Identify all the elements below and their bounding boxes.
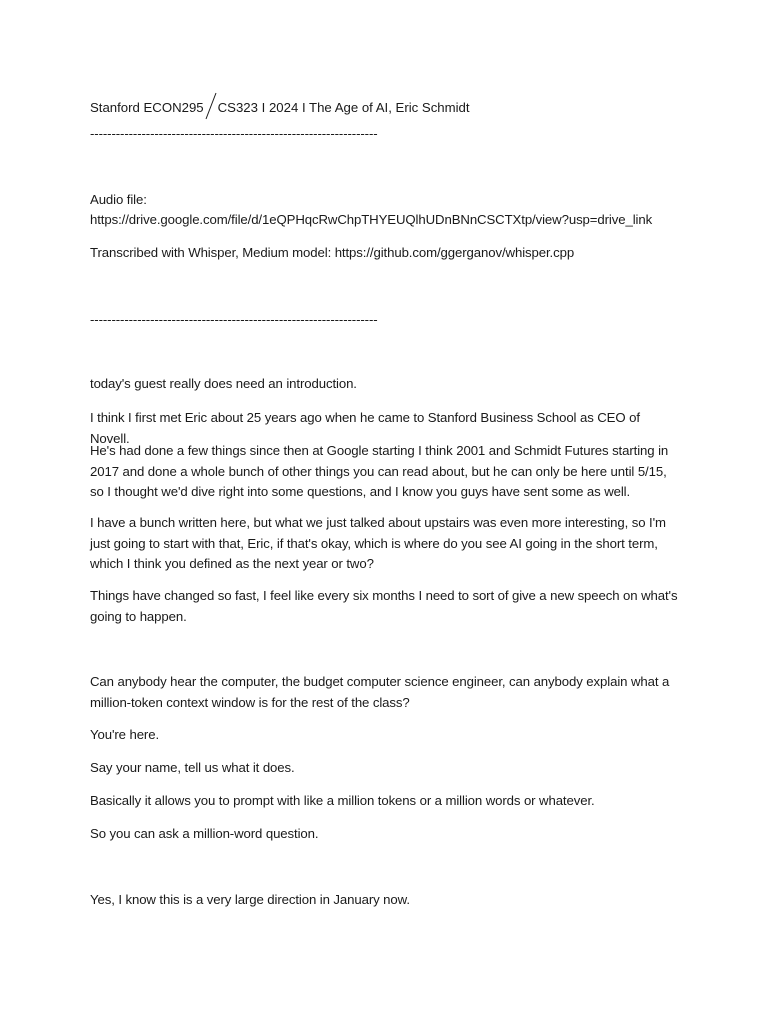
transcript-paragraph: He's had done a few things since then at Google starting I think 2001 and Schmidt Futures starting in 2017 and done a whole bunch of other things you can read about, but he can only be here until 5/15, so I thought we'd dive right into some questions, and I know you guys have sent some as well. xyxy=(90,443,669,499)
transcript-paragraph: So you can ask a million-word question. xyxy=(90,826,319,841)
meta-divider: ------------------------------------------------------------------- xyxy=(90,312,378,327)
transcript-paragraph: I think I first met Eric about 25 years ago when he came to Stanford Business School as CEO of Novell. xyxy=(90,410,640,446)
transcription-note: Transcribed with Whisper, Medium model: https://github.com/ggerganov/whisper.cpp xyxy=(90,245,575,260)
slash-glyph xyxy=(205,92,217,120)
transcript-paragraph: Things have changed so fast, I feel like every six months I need to sort of give a new speech on what's going to happen. xyxy=(90,588,678,624)
title-part-1: Stanford ECON295 xyxy=(90,100,204,115)
audio-label: Audio file: xyxy=(90,192,147,207)
title-part-2: CS323 I 2024 I The Age of AI, Eric Schmidt xyxy=(217,100,470,115)
header-divider: ------------------------------------------------------------------- xyxy=(90,126,378,141)
audio-url-link[interactable]: https://drive.google.com/file/d/1eQPHqcRwChpTHYEUQlhUDnBNnCSCTXtp/view?usp=drive_link xyxy=(90,212,653,227)
transcript-paragraph: today's guest really does need an introduction. xyxy=(90,376,357,391)
transcript-paragraph: Yes, I know this is a very large direction in January now. xyxy=(90,892,410,907)
document-title xyxy=(90,92,470,120)
transcript-paragraph: You're here. xyxy=(90,727,160,742)
transcript-paragraph: Say your name, tell us what it does. xyxy=(90,760,295,775)
transcript-paragraph: Basically it allows you to prompt with like a million tokens or a million words or whatever. xyxy=(90,793,595,808)
transcript-paragraph: Can anybody hear the computer, the budget computer science engineer, can anybody explain what a million-token context window is for the rest of the class? xyxy=(90,674,670,710)
transcript-paragraph: I have a bunch written here, but what we just talked about upstairs was even more interesting, so I'm just going to start with that, Eric, if that's okay, which is where do you see AI going in the short term, which I think you defined as the next year or two? xyxy=(90,515,666,571)
